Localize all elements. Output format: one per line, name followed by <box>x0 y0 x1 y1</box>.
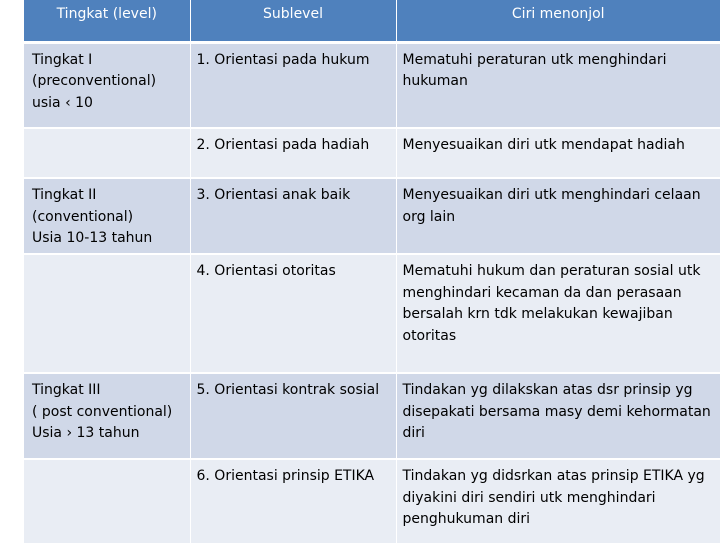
level-age: Usia 10-13 tahun <box>32 230 153 246</box>
level-name: Tingkat II <box>32 187 97 203</box>
header-ciri: Ciri menonjol <box>396 0 720 42</box>
level-name: Tingkat III <box>32 382 101 398</box>
sublevel-cell: 2. Orientasi pada hadiah <box>190 128 396 178</box>
level-age: Usia › 13 tahun <box>32 425 140 441</box>
ciri-cell: Mematuhi hukum dan peraturan sosial utk menghindari kecaman da dan perasaan bersalah krn tdk melakukan kewajiban otoritas <box>396 254 720 373</box>
table-row <box>24 178 720 254</box>
table-row <box>24 373 720 459</box>
ciri-cell: Menyesuaikan diri utk menghindari celaan org lain <box>396 178 720 254</box>
level-cell <box>24 42 190 128</box>
level-age: usia ‹ 10 <box>32 94 93 111</box>
sublevel-cell: 1. Orientasi pada hukum <box>190 42 396 128</box>
level-stage: (preconventional) <box>32 73 157 89</box>
level-cell <box>24 459 190 543</box>
ciri-cell: Mematuhi peraturan utk menghindari hukuman <box>396 42 720 128</box>
table-row <box>24 128 720 178</box>
header-sublevel: Sublevel <box>190 0 396 42</box>
table-row <box>24 459 720 543</box>
level-stage: (conventional) <box>32 208 134 225</box>
level-cell <box>24 178 190 254</box>
sublevel-cell: 3. Orientasi anak baik <box>190 178 396 254</box>
sublevel-cell: 4. Orientasi otoritas <box>190 254 396 373</box>
ciri-cell: Tindakan yg didsrkan atas prinsip ETIKA yg diyakini diri sendiri utk menghindari penghukuman diri <box>396 459 720 543</box>
moral-development-table <box>24 0 720 543</box>
table-row <box>24 42 720 128</box>
level-cell <box>24 254 190 373</box>
level-cell <box>24 128 190 178</box>
header-level: Tingkat (level) <box>24 0 190 42</box>
sublevel-cell: 5. Orientasi kontrak sosial <box>190 373 396 459</box>
level-cell <box>24 373 190 459</box>
table-row <box>24 254 720 373</box>
level-stage: ( post conventional) <box>32 403 173 420</box>
table-header-row <box>24 0 720 42</box>
sublevel-cell: 6. Orientasi prinsip ETIKA <box>190 459 396 543</box>
ciri-cell: Tindakan yg dilakskan atas dsr prinsip yg disepakati bersama masy demi kehormatan diri <box>396 373 720 459</box>
level-name: Tingkat I <box>32 51 93 68</box>
ciri-cell: Menyesuaikan diri utk mendapat hadiah <box>396 128 720 178</box>
